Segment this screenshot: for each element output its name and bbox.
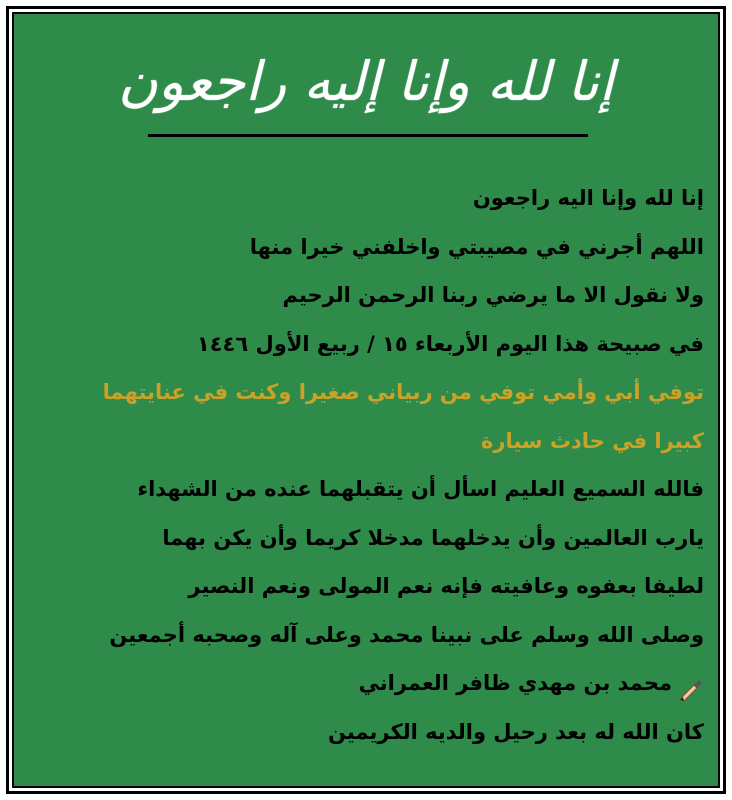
message-line-highlight: كبيرا في حادث سيارة — [480, 428, 704, 453]
signature-name: محمد بن مهدي ظافر العمراني — [358, 671, 672, 695]
message-line: وصلى الله وسلم على نبينا محمد وعلى آله وصحبه أجمعين — [109, 622, 704, 647]
message-line: ولا نقول الا ما يرضي ربنا الرحمن الرحيم — [282, 283, 704, 307]
message-line: لطيفا بعفوه وعافيته فإنه نعم المولى ونعم النصير — [188, 574, 704, 598]
message-body — [28, 174, 704, 756]
message-line: يارب العالمين وأن يدخلهما مدخلا كريما وأن يكن بهما — [162, 525, 704, 550]
calligraphy-header: إنا لله وإنا إليه راجعون — [118, 50, 614, 113]
writing-hand-icon — [678, 671, 704, 697]
message-line-highlight: توفي أبي وأمي توفي من ربياني صغيرا وكنت في عنايتهما — [102, 380, 704, 404]
header-divider — [148, 134, 588, 137]
message-line: اللهم أجرني في مصيبتي واخلفني خيرا منها — [249, 234, 704, 259]
condolence-panel — [12, 12, 720, 788]
message-line: فالله السميع العليم اسأل أن يتقبلهما عنده من الشهداء — [137, 477, 704, 501]
message-line: إنا لله وإنا اليه راجعون — [472, 186, 704, 210]
message-line: في صبيحة هذا اليوم الأربعاء ١٥ / ربيع الأول ١٤٤٦ — [196, 331, 704, 356]
signature-line — [28, 659, 704, 708]
message-line: كان الله له بعد رحيل والديه الكريمين — [328, 719, 704, 744]
